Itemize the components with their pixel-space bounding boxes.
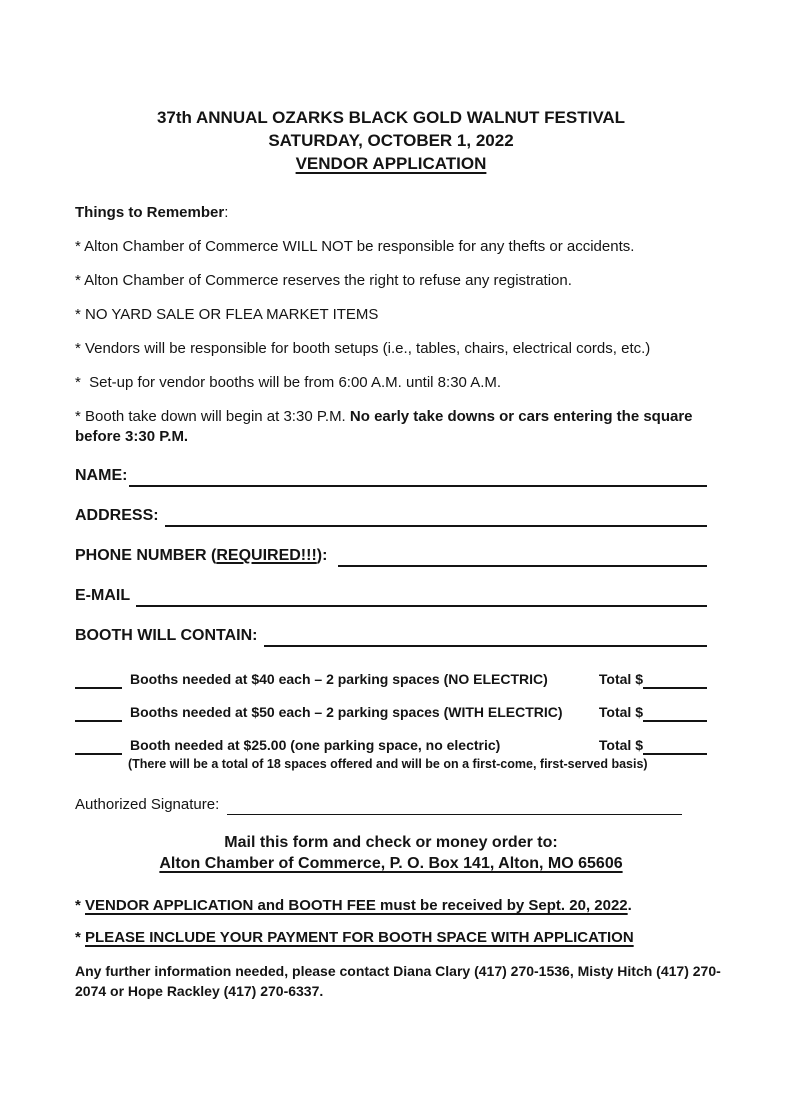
booth-40-total-blank <box>643 687 707 689</box>
booth-40-label: Booths needed at $40 each – 2 parking spaces (NO ELECTRIC) <box>130 671 548 687</box>
booth-contents-blank-line <box>264 645 708 647</box>
title-line-date: SATURDAY, OCTOBER 1, 2022 <box>268 131 514 150</box>
footer-notes <box>75 896 721 1001</box>
phone-blank-line <box>338 565 707 567</box>
phone-required-text: REQUIRED!!! <box>216 547 317 564</box>
booth-25-quantity-blank <box>75 753 122 755</box>
mailing-address: Alton Chamber of Commerce, P. O. Box 141, Alton, MO 65606 <box>159 855 623 872</box>
authorized-signature-row <box>75 794 707 815</box>
email-field-row <box>75 585 707 607</box>
contact-info: Any further information needed, please contact Diana Clary (417) 270-1536, Misty Hitch (417) 270-2074 or Hope Rackley (417) 270-6337. <box>75 963 721 999</box>
mailing-instruction-line: Mail this form and check or money order to: <box>224 834 558 851</box>
authorized-signature-label: Authorized Signature: <box>75 796 220 813</box>
take-down-text: * Booth take down will begin at 3:30 P.M. <box>75 408 350 425</box>
booth-50-total-label: Total $ <box>598 704 643 720</box>
reminder-item-booth-setups: * Vendors will be responsible for booth setups (i.e., tables, chairs, electrical cords, etc.) <box>75 340 651 357</box>
reminder-item-no-yard-sale: * NO YARD SALE OR FLEA MARKET ITEMS <box>75 306 379 323</box>
deadline-bullet: * <box>75 897 86 914</box>
booth-40-quantity-blank <box>75 687 122 689</box>
booth-25-total-blank <box>643 753 707 755</box>
things-to-remember-heading <box>75 203 707 223</box>
booth-options-section <box>75 669 707 774</box>
booth-50-label: Booths needed at $50 each – 2 parking spaces (WITH ELECTRIC) <box>130 704 563 720</box>
mailing-instructions <box>75 832 707 874</box>
document-title <box>75 106 707 175</box>
booth-contents-field-row <box>75 625 707 647</box>
phone-label-suffix: ): <box>316 547 332 564</box>
name-field-row <box>75 465 707 487</box>
booth-option-row-50 <box>75 702 707 722</box>
email-label: E-MAIL <box>75 587 131 604</box>
phone-label-prefix: PHONE NUMBER ( <box>75 547 217 564</box>
payment-text: PLEASE INCLUDE YOUR PAYMENT FOR BOOTH SPACE WITH APPLICATION <box>85 929 634 946</box>
applicant-fields <box>75 465 707 647</box>
reminder-item-setup-time: * Set-up for vendor booths will be from 6:00 A.M. until 8:30 A.M. <box>75 374 502 391</box>
things-to-remember-colon: : <box>224 204 229 221</box>
phone-field-row <box>75 545 707 567</box>
booth-40-total-label: Total $ <box>598 671 643 687</box>
booth-option-row-25 <box>75 735 707 755</box>
payment-note <box>75 928 707 948</box>
deadline-note <box>75 896 707 916</box>
reminder-item-thefts: * Alton Chamber of Commerce WILL NOT be responsible for any thefts or accidents. <box>75 238 635 255</box>
address-label: ADDRESS: <box>75 507 159 524</box>
take-down-warning: No early take downs or cars entering the square before 3:30 P.M. <box>75 408 697 445</box>
reminder-item-refuse-registration: * Alton Chamber of Commerce reserves the right to refuse any registration. <box>75 272 572 289</box>
address-field-row <box>75 505 707 527</box>
deadline-text: VENDOR APPLICATION and BOOTH FEE must be received by Sept. 20, 2022 <box>85 897 628 914</box>
title-line-festival: 37th ANNUAL OZARKS BLACK GOLD WALNUT FESTIVAL <box>156 108 626 127</box>
signature-blank-line <box>227 814 682 815</box>
reminder-item-take-down <box>75 407 707 447</box>
phone-label <box>75 545 332 567</box>
address-blank-line <box>165 525 707 527</box>
name-blank-line <box>129 485 707 487</box>
email-blank-line <box>136 605 707 607</box>
booth-spaces-note: (There will be a total of 18 spaces offered and will be on a first-come, first-served basis) <box>128 757 648 771</box>
booth-50-total-blank <box>643 720 707 722</box>
booth-contents-label: BOOTH WILL CONTAIN: <box>75 627 258 644</box>
booth-option-row-40 <box>75 669 707 689</box>
things-to-remember-label: Things to Remember <box>75 204 225 221</box>
name-label: NAME: <box>75 467 128 484</box>
booth-25-total-label: Total $ <box>598 737 643 753</box>
booth-50-quantity-blank <box>75 720 122 722</box>
payment-bullet: * <box>75 929 86 946</box>
booth-25-label: Booth needed at $25.00 (one parking space, no electric) <box>130 737 501 753</box>
deadline-period: . <box>627 897 632 914</box>
title-line-vendor-application: VENDOR APPLICATION <box>295 154 487 173</box>
